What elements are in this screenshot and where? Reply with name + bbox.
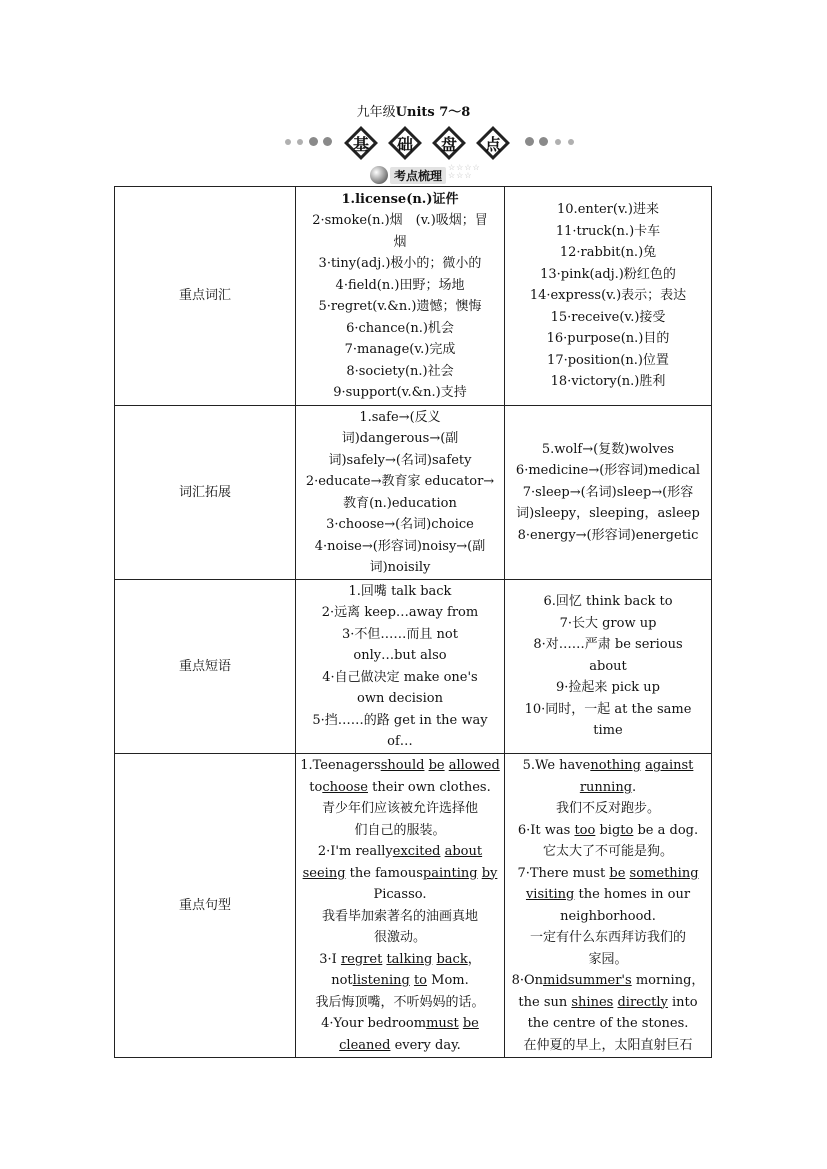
text-segment: be a dog.: [633, 822, 699, 838]
section-banner: [285, 125, 580, 163]
underlined-answer: painting: [422, 865, 478, 881]
underlined-answer: directly: [617, 994, 668, 1010]
cell-line: [300, 493, 500, 515]
text-segment: 我后悔顶嘴，不听妈妈的话。: [315, 994, 485, 1010]
cell-line: [300, 361, 500, 383]
grade-label: 九年级: [356, 105, 396, 120]
underlined-answer: to: [413, 973, 428, 988]
text-segment: 它太大了不可能是狗。: [542, 844, 673, 859]
text-segment: 我们不反对跑步。: [555, 801, 660, 816]
cell-line: [509, 439, 707, 461]
cell-line: [509, 242, 707, 264]
cell-line: [509, 884, 707, 906]
table-row: [115, 754, 712, 1058]
cell-line: [509, 992, 707, 1014]
cell-line: [300, 755, 500, 777]
cell-line: [509, 350, 707, 372]
cell-line: [300, 318, 500, 340]
cell-line: [509, 591, 707, 613]
text-segment: 4·noise→(形容词)noisy→(副: [314, 538, 486, 554]
cell-line: [300, 667, 500, 689]
cell-line: [300, 428, 500, 450]
cell-line: [300, 777, 500, 799]
sphere-icon: [370, 166, 388, 184]
banner-dot: [285, 139, 291, 145]
cell-line: [509, 1013, 707, 1035]
cell-line: [509, 798, 707, 820]
underlined-answer: choose: [322, 779, 368, 795]
text-segment: 在仲夏的早上，太阳直射巨石: [523, 1037, 693, 1053]
text-segment: time: [593, 723, 623, 739]
cell-line: [300, 798, 500, 820]
text-segment: 烟: [393, 234, 407, 250]
text-segment: 5·regret(v.&n.)遗憾；懊悔: [318, 299, 482, 314]
text-segment: 3·choose→(名词)choice: [326, 517, 474, 532]
text-segment: 1.license(n.)证件: [341, 191, 459, 207]
cell-line: [509, 970, 707, 992]
cell-line: [300, 645, 500, 667]
text-segment: own decision: [357, 691, 443, 706]
cell-line: [509, 199, 707, 221]
cell-line: [300, 992, 500, 1014]
cell-line: [300, 624, 500, 646]
text-segment: 10·同时，一起 at the same: [524, 701, 692, 717]
text-segment: 7·manage(v.)完成: [344, 342, 456, 357]
cell-line: [300, 970, 500, 992]
cell-line: [300, 1013, 500, 1035]
category-cell: 重点短语: [115, 580, 296, 754]
text-segment: 5.wolf→(复数)wolves: [541, 441, 675, 457]
text-segment: Picasso.: [373, 887, 427, 902]
text-segment: about: [589, 658, 627, 674]
text-segment: 8·对……严肃 be serious: [533, 637, 683, 653]
cell-line: [300, 471, 500, 493]
text-segment: 17·position(n.)位置: [547, 352, 669, 368]
text-segment: 6.回忆 think back to: [543, 594, 673, 610]
cell-line: [300, 450, 500, 472]
text-segment: of…: [387, 734, 413, 749]
text-segment: neighborhood.: [560, 908, 656, 924]
text-segment: to: [309, 779, 323, 795]
text-segment: 3·不但……而且 not: [342, 626, 458, 642]
text-segment: 6·It was: [517, 822, 575, 838]
cell-line: [300, 1035, 500, 1057]
cell-line: [300, 820, 500, 842]
text-segment: 3·I: [319, 951, 341, 967]
cell-line: [300, 731, 500, 753]
text-segment: 词)noisily: [369, 560, 431, 575]
cell-line: [509, 841, 707, 863]
text-segment: the famous: [345, 865, 423, 881]
cell-line: [509, 863, 707, 885]
text-segment: 2·smoke(n.)烟 (v.)吸烟；冒: [312, 213, 488, 228]
underlined-answer: be: [462, 1016, 479, 1031]
text-segment: their own clothes.: [367, 779, 491, 795]
text-segment: Mom.: [427, 973, 469, 988]
cell-line: [300, 536, 500, 558]
cell-line: [509, 906, 707, 928]
cell-line: [509, 613, 707, 635]
banner-char-2: 础: [389, 127, 421, 159]
cell-line: [300, 407, 500, 429]
underlined-answer: talking: [386, 951, 433, 967]
text-segment: 词)safely→(名词)safety: [328, 452, 472, 468]
cell-line: [509, 503, 707, 525]
cell-line: [300, 296, 500, 318]
cell-line: [509, 285, 707, 307]
text-segment: only…but also: [353, 648, 447, 663]
text-segment: 词)sleepy，sleeping，asleep: [516, 506, 700, 522]
text-segment: 14·express(v.)表示；表达: [529, 288, 687, 304]
text-segment: 1.safe→(反义: [359, 409, 441, 425]
cell-line: [509, 820, 707, 842]
table-row: [115, 187, 712, 406]
text-segment: ，: [467, 951, 481, 967]
cell-line: [509, 221, 707, 243]
underlined-answer: allowed: [448, 758, 500, 773]
text-segment: 13·pink(adj.)粉红色的: [540, 266, 676, 282]
banner-char-3: 盘: [433, 127, 465, 159]
category-cell: 词汇拓展: [115, 406, 296, 580]
text-segment: not: [331, 973, 353, 988]
text-segment: the homes in our: [574, 887, 691, 902]
banner-dot: [323, 137, 332, 146]
text-segment: 6·chance(n.)机会: [346, 320, 454, 336]
text-segment: 4·field(n.)田野；场地: [335, 277, 465, 293]
left-content-cell: [296, 754, 505, 1058]
cell-line: [300, 275, 500, 297]
text-segment: into: [667, 994, 698, 1010]
text-segment: 12·rabbit(n.)兔: [559, 245, 657, 261]
underlined-answer: seeing: [302, 865, 346, 881]
banner-char-1: 基: [345, 127, 377, 159]
right-content-cell: [505, 187, 712, 406]
underlined-answer: back: [436, 951, 468, 967]
text-segment: 家园。: [588, 951, 628, 967]
text-segment: every day.: [390, 1037, 461, 1053]
text-segment: 2·远离 keep…away from: [321, 605, 479, 620]
text-segment: 词)dangerous→(副: [341, 431, 459, 446]
cell-line: [300, 884, 500, 906]
text-segment: 9·support(v.&n.)支持: [333, 385, 467, 400]
underlined-answer: be: [428, 758, 445, 773]
underlined-answer: against: [645, 758, 694, 773]
text-segment: 1.Teenagers: [300, 758, 381, 773]
category-cell: 重点句型: [115, 754, 296, 1058]
right-content-cell: [505, 580, 712, 754]
underlined-answer: excited: [392, 844, 441, 859]
text-segment: 8·society(n.)社会: [346, 363, 454, 379]
text-segment: 16·purpose(n.)目的: [546, 331, 670, 347]
underlined-answer: should: [380, 758, 425, 773]
cell-line: [300, 339, 500, 361]
banner-dot: [539, 137, 548, 146]
text-segment: 7·长大 grow up: [559, 615, 657, 631]
cell-line: [300, 232, 500, 254]
left-content-cell: [296, 187, 505, 406]
banner-dot: [555, 139, 561, 145]
text-segment: the centre of the stones.: [527, 1016, 689, 1031]
text-segment: the sun: [518, 994, 572, 1010]
cell-line: [300, 557, 500, 579]
underlined-answer: too: [574, 822, 596, 838]
text-segment: 们自己的服装。: [354, 822, 446, 838]
text-segment: morning，: [631, 973, 705, 988]
cell-line: [509, 482, 707, 504]
underlined-answer: running: [579, 779, 633, 795]
underlined-answer: must: [426, 1016, 459, 1031]
summary-table: [114, 186, 712, 1058]
text-segment: big: [595, 822, 621, 838]
cell-line: [300, 927, 500, 949]
cell-line: [300, 906, 500, 928]
cell-line: [509, 307, 707, 329]
cell-line: [300, 710, 500, 732]
cell-line: [509, 371, 707, 393]
units-label: Units 7～8: [395, 105, 471, 120]
cell-line: [509, 777, 707, 799]
banner-dot: [568, 139, 574, 145]
text-segment: 18·victory(n.)胜利: [550, 374, 666, 390]
stars-icon: ☆☆☆☆ ☆☆☆: [448, 163, 481, 180]
left-content-cell: [296, 406, 505, 580]
left-content-cell: [296, 580, 505, 754]
cell-line: [300, 581, 500, 603]
text-segment: 7·sleep→(名词)sleep→(形容: [522, 484, 694, 500]
right-content-cell: [505, 754, 712, 1058]
banner-char-4: 点: [477, 127, 509, 159]
underlined-answer: cleaned: [339, 1037, 391, 1053]
underlined-answer: midsummer's: [543, 973, 632, 988]
cell-line: [300, 210, 500, 232]
underlined-answer: regret: [340, 951, 383, 967]
underlined-answer: listening: [352, 973, 410, 988]
text-segment: 青少年们应该被允许选择他: [321, 801, 478, 816]
underlined-answer: about: [444, 844, 483, 859]
cell-line: [300, 688, 500, 710]
underlined-answer: shines: [571, 994, 614, 1010]
banner-dot: [525, 137, 534, 146]
cell-line: [509, 699, 707, 721]
text-segment: 1.回嘴 talk back: [348, 583, 452, 599]
text-segment: 一定有什么东西拜访我们的: [529, 930, 686, 945]
page-header: [0, 101, 827, 120]
cell-line: [300, 514, 500, 536]
text-segment: 11·truck(n.)卡车: [555, 223, 661, 239]
text-segment: 5·挡……的路 get in the way: [312, 712, 488, 728]
text-segment: 教育(n.)education: [343, 495, 457, 511]
text-segment: 很激动。: [373, 930, 426, 945]
category-cell: 重点词汇: [115, 187, 296, 406]
cell-line: [300, 949, 500, 971]
text-segment: 7·There must: [517, 865, 610, 881]
cell-line: [509, 1035, 707, 1057]
cell-line: [509, 927, 707, 949]
cell-line: [300, 863, 500, 885]
cell-line: [509, 656, 707, 678]
underlined-answer: nothing: [590, 758, 641, 773]
text-segment: 8·On: [511, 973, 544, 988]
text-segment: 9·捡起来 pick up: [555, 680, 660, 696]
cell-line: [509, 328, 707, 350]
text-segment: 2·educate→教育家 educator→: [305, 474, 495, 489]
text-segment: 我看毕加索著名的油画真地: [321, 908, 478, 924]
cell-line: [509, 264, 707, 286]
cell-line: [509, 460, 707, 482]
text-segment: .: [632, 779, 637, 795]
underlined-answer: by: [481, 865, 498, 881]
cell-line: [300, 189, 500, 211]
banner-dot: [297, 139, 303, 145]
text-segment: 3·tiny(adj.)极小的；微小的: [318, 256, 482, 271]
cell-line: [300, 602, 500, 624]
right-content-cell: [505, 406, 712, 580]
cell-line: [300, 382, 500, 404]
underlined-answer: something: [629, 865, 699, 881]
text-segment: 6·medicine→(形容词)medical: [515, 463, 701, 479]
text-segment: 15·receive(v.)接受: [550, 309, 666, 325]
cell-line: [509, 525, 707, 547]
section-subbanner: [370, 164, 485, 186]
text-segment: 4·自己做决定 make one's: [322, 669, 478, 685]
cell-line: [300, 841, 500, 863]
text-segment: 8·energy→(形容词)energetic: [517, 527, 699, 543]
underlined-answer: visiting: [525, 887, 575, 902]
text-segment: 10.enter(v.)进来: [557, 202, 659, 218]
table-row: [115, 406, 712, 580]
section-label: 考点梳理: [390, 167, 446, 184]
cell-line: [509, 949, 707, 971]
text-segment: 5.We have: [522, 758, 591, 773]
text-segment: 4·Your bedroom: [321, 1016, 427, 1031]
cell-line: [509, 677, 707, 699]
text-segment: 2·I'm really: [317, 844, 393, 859]
cell-line: [300, 253, 500, 275]
cell-line: [509, 755, 707, 777]
banner-dot: [309, 137, 318, 146]
cell-line: [509, 720, 707, 742]
cell-line: [509, 634, 707, 656]
underlined-answer: to: [620, 822, 634, 838]
underlined-answer: be: [609, 865, 626, 881]
table-row: [115, 580, 712, 754]
